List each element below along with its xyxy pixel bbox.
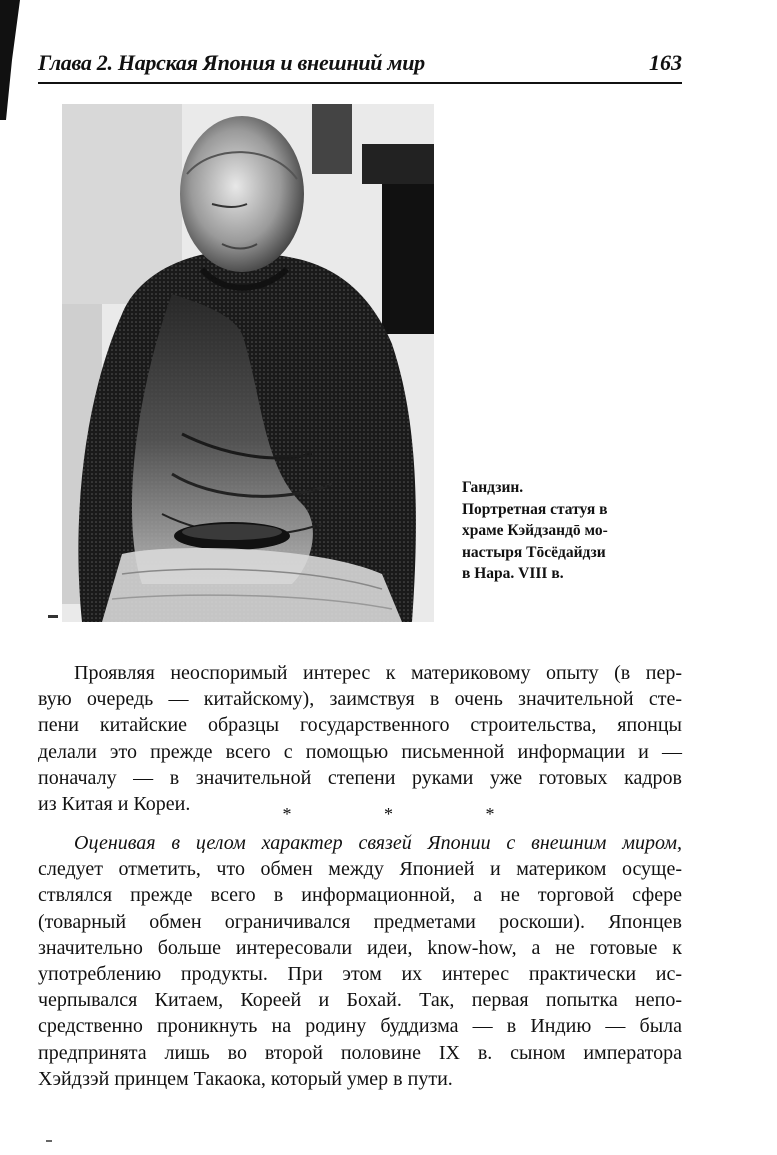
caption-line: Гандзин. <box>462 479 524 496</box>
scan-smudge <box>46 1140 52 1142</box>
caption-line: настыря Тōсёдайдзи <box>462 543 606 561</box>
scan-smudge <box>48 615 58 618</box>
caption-line: храме Кэйдзандō мо- <box>462 522 608 539</box>
figure-caption <box>462 477 662 585</box>
page-number: 163 <box>649 50 682 75</box>
text-line: ствлялся прежде всего в информационной, а не торговой сфере <box>38 884 682 907</box>
text-line: предпринята лишь во второй половине IX в. сыном императора <box>38 1041 682 1064</box>
paragraph-1 <box>38 660 682 817</box>
text-line: значительно больше интересовали идеи, know-how, а не готовые к <box>38 936 682 959</box>
caption-line: в Нара. VIII в. <box>462 565 564 582</box>
text-line: из Китая и Кореи. <box>38 793 191 816</box>
running-head <box>38 48 682 84</box>
text-line: черпывался Китаем, Кореей и Бохай. Так, первая попытка непо- <box>38 989 682 1012</box>
text-line: (товарный обмен ограничивался предметами роскоши). Японцев <box>38 910 682 933</box>
text-line: пени китайские образцы государственного строительства, японцы <box>38 714 682 737</box>
text-line: вую очередь — китайскому), заимствуя в очень значительной сте- <box>38 688 682 711</box>
text-line: Хэйдзэй принцем Такаока, который умер в пути. <box>38 1067 453 1090</box>
chapter-title: Глава 2. Нарская Япония и внешний мир <box>38 50 425 75</box>
text-line: делали это прежде всего с помощью письменной информации и — <box>38 740 682 763</box>
text-line: поначалу — в значительной степени руками уже готовых кадров <box>38 766 682 789</box>
text-line: употреблению продукты. При этом их интерес практически ис- <box>38 963 682 986</box>
text-line: следует отметить, что обмен между Японией и материком осуще- <box>38 858 682 881</box>
statue-image <box>62 104 434 622</box>
paragraph-2 <box>38 830 682 1092</box>
statue-photograph <box>62 104 434 622</box>
text-line: средственно проникнуть на родину буддизма — в Индию — была <box>38 1015 682 1038</box>
binding-edge-shadow <box>0 0 20 120</box>
text-line-italic: Оценивая в целом характер связей Японии с внешним миром, <box>74 832 682 854</box>
caption-line: Портретная статуя в <box>462 500 608 518</box>
text-line: Проявляя неоспоримый интерес к материковому опыту (в пер- <box>74 662 682 684</box>
section-separator: * * * <box>282 804 539 824</box>
